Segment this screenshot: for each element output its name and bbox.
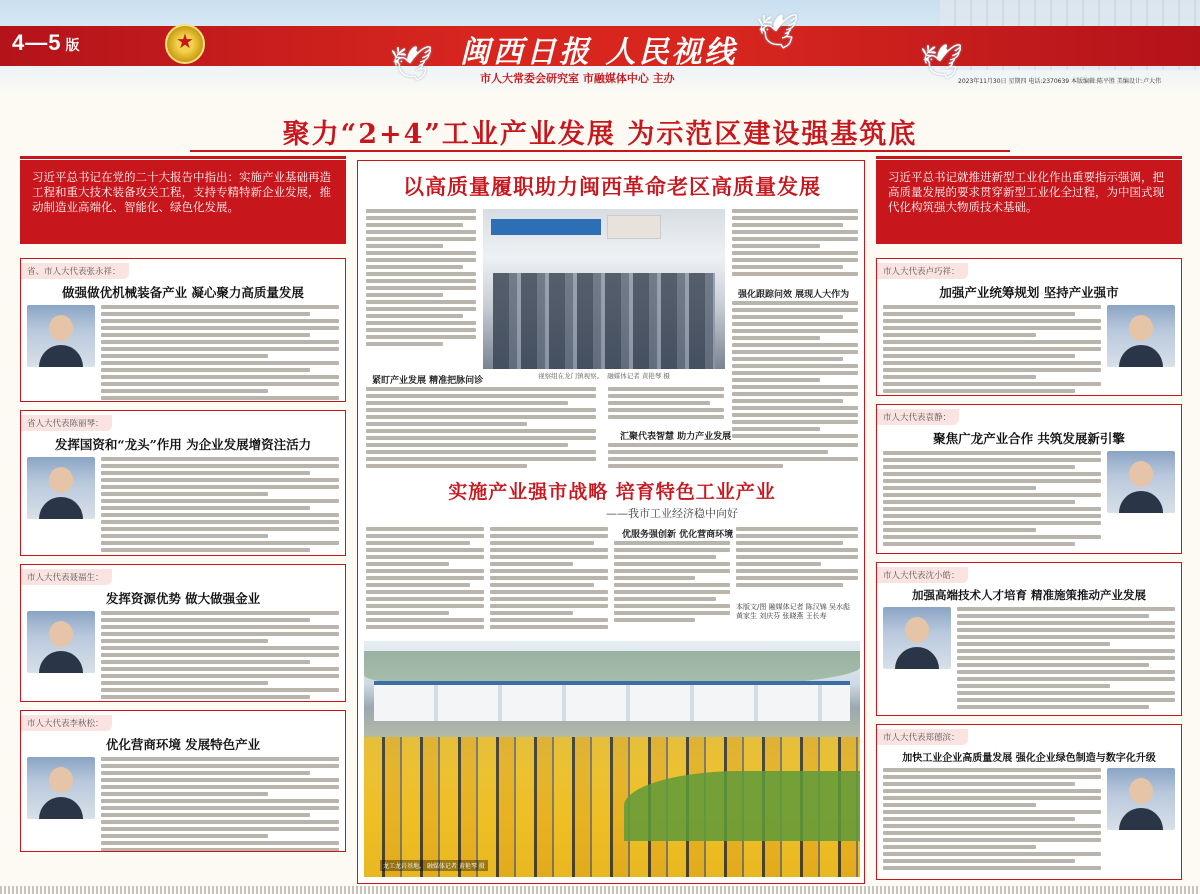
article-card[interactable] — [20, 410, 346, 556]
portrait-photo — [27, 611, 95, 673]
article-title[interactable]: 加快工业企业高质量发展 强化企业绿色制造与数字化升级 — [902, 753, 1156, 764]
article-card[interactable] — [20, 258, 346, 402]
article-label: 省人大代表陈丽琴： — [21, 415, 112, 431]
photo-caption: 龙工龙岩基地。 融媒体记者 黄艳琴 摄 — [380, 860, 488, 871]
article-title[interactable]: 加强产业统筹规划 坚持产业强市 — [939, 285, 1119, 300]
article-label: 市人大代表聂福生： — [21, 569, 112, 585]
portrait-photo — [1107, 305, 1175, 367]
inspection-photo — [483, 209, 725, 369]
article-text — [736, 527, 858, 587]
section-heading: 强化跟踪问效 展现人大作为 — [738, 290, 850, 300]
article-card[interactable] — [876, 724, 1182, 880]
masthead-subtitle: 市人大常委会研究室 市融媒体中心 主办 — [480, 72, 675, 85]
portrait-photo — [1107, 451, 1175, 513]
article-card[interactable] — [876, 258, 1182, 396]
dove-icon: 🕊 — [390, 44, 434, 84]
article-text — [366, 387, 596, 468]
section-heading: 优服务强创新 优化营商环境 — [622, 530, 734, 540]
portrait-photo — [27, 305, 95, 367]
article-title[interactable]: 优化营商环境 发展特色产业 — [105, 737, 261, 752]
masthead — [0, 0, 1200, 96]
section-heading: 紧盯产业发展 精准把脉问诊 — [372, 376, 484, 386]
factory-photo — [364, 641, 860, 877]
article-card[interactable] — [876, 562, 1182, 716]
dove-icon: 🕊 — [756, 12, 800, 52]
masthead-meta: 2023年11月30日 星期四 电话:2370639 本版编辑:陈平胜 美编设计:卢大伟 — [958, 78, 1161, 85]
portrait-photo — [27, 457, 95, 519]
article-text — [957, 607, 1175, 709]
article-text — [366, 209, 476, 346]
article-text — [101, 457, 339, 552]
article-text — [883, 768, 1101, 870]
article-text — [608, 443, 858, 468]
article-label: 市人大代表袁静： — [877, 409, 959, 425]
feature-subheadline: ——我市工业经济稳中向好 — [606, 507, 738, 520]
left-column — [20, 258, 346, 860]
article-text — [883, 451, 1101, 546]
footer-registration-bar — [0, 886, 1200, 894]
article-text — [608, 387, 724, 419]
article-card[interactable] — [876, 404, 1182, 554]
article-text — [366, 527, 484, 629]
masthead-title: 闽西日报 人民视线 — [460, 35, 738, 70]
portrait-photo — [883, 607, 951, 669]
feature-headline-1[interactable]: 以高质量履职助力闽西革命老区高质量发展 — [403, 174, 821, 199]
portrait-photo — [1107, 768, 1175, 830]
article-card[interactable] — [20, 564, 346, 702]
article-text — [732, 209, 858, 276]
portrait-photo — [27, 757, 95, 819]
article-text — [614, 541, 730, 622]
quote-box-right: 习近平总书记就推进新型工业化作出重要指示强调，把高质量发展的要求贯穿新型工业化全过程，为中国式现代化构筑强大物质技术基础。 — [876, 160, 1182, 244]
page-headline: 聚力“2+4”工业产业发展 为示范区建设强基筑底 — [282, 119, 918, 150]
article-text — [490, 527, 608, 629]
article-label: 市人大代表卢巧祥： — [877, 263, 968, 279]
article-text — [883, 305, 1101, 393]
photo-caption: 视察组在龙门镇视察。 融媒体记者 黄艳琴 摄 — [538, 372, 670, 380]
section-heading: 汇聚代表智慧 助力产业发展 — [620, 432, 732, 442]
article-title[interactable]: 聚焦广龙产业合作 共筑发展新引擎 — [933, 431, 1125, 446]
article-title[interactable]: 发挥资源优势 做大做强金业 — [105, 591, 261, 606]
dove-icon: 🕊 — [920, 42, 964, 82]
article-text — [101, 305, 339, 400]
article-label: 省、市人大代表张永祥： — [21, 263, 129, 279]
article-label: 市人大代表沈小皓： — [877, 567, 968, 583]
article-card[interactable] — [20, 710, 346, 852]
national-emblem-icon — [165, 24, 205, 64]
article-title[interactable]: 加强高端技术人才培育 精准施策推动产业发展 — [911, 588, 1146, 602]
right-column — [876, 258, 1182, 888]
headline-rule — [190, 150, 1010, 152]
center-feature — [357, 160, 865, 884]
reporter-credit: 本版文/图 融媒体记者 陈汉锦 吴水彪 黄家生 刘庆芬 张晓燕 王长寿 — [736, 603, 851, 620]
article-label: 市人大代表郑德滨： — [877, 729, 968, 745]
article-text — [101, 757, 339, 852]
article-title[interactable]: 做强做优机械装备产业 凝心聚力高质量发展 — [62, 285, 304, 300]
article-text — [732, 301, 858, 438]
article-title[interactable]: 发挥国资和“龙头”作用 为企业发展增资注活力 — [54, 437, 312, 452]
edition-number: 4—5 版 — [12, 30, 81, 55]
article-label: 市人大代表李秋松： — [21, 715, 112, 731]
article-text — [101, 611, 339, 699]
quote-box-left: 习近平总书记在党的二十大报告中指出：实施产业基础再造工程和重大技术装备攻关工程，支持专精特新企业发展，推动制造业高端化、智能化、绿色化发展。 — [20, 160, 346, 244]
feature-headline-2[interactable]: 实施产业强市战略 培育特色工业产业 — [448, 481, 776, 503]
